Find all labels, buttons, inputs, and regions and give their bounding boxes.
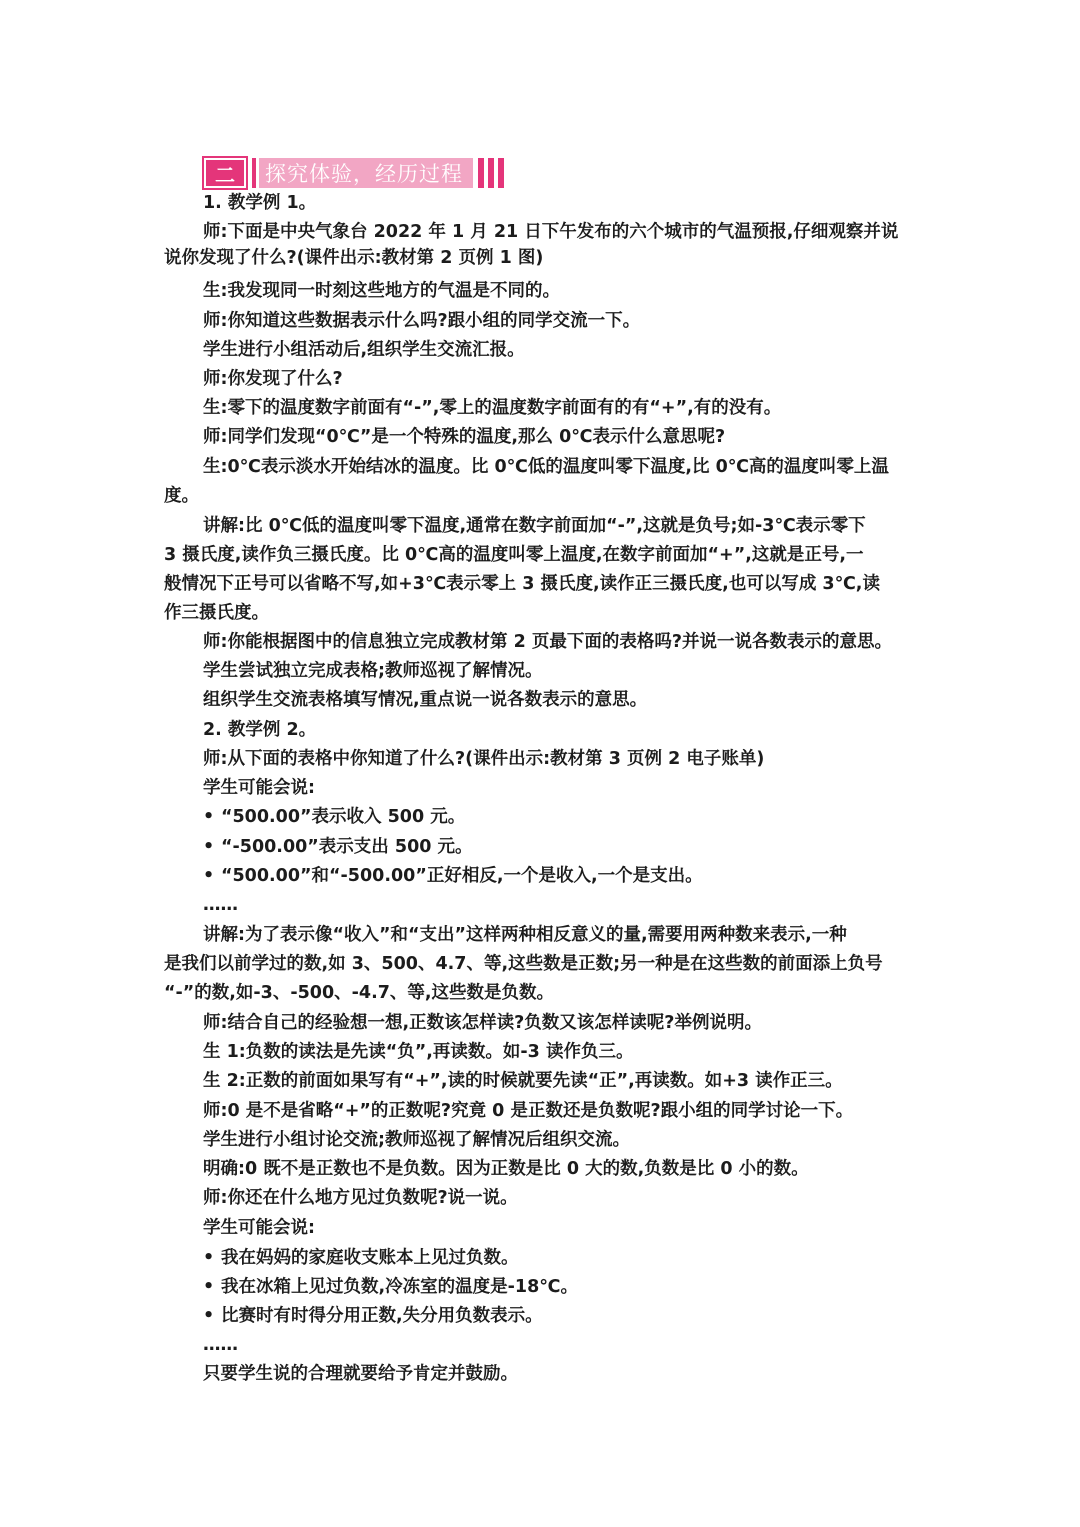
paragraph-line: 学生进行小组讨论交流;教师巡视了解情况后组织交流。 — [203, 1130, 630, 1150]
bullet-icon: • — [203, 1248, 215, 1268]
paragraph-line: 只要学生说的合理就要给予肯定并鼓励。 — [203, 1364, 518, 1384]
paragraph-line: 学生可能会说: — [203, 778, 315, 798]
header-decor-bar — [498, 158, 504, 188]
paragraph-line: 学生可能会说: — [203, 1218, 315, 1238]
paragraph-line: 师:你能根据图中的信息独立完成教材第 2 页最下面的表格吗?并说一说各数表示的意思。 — [203, 632, 893, 652]
bullet-icon: • — [203, 866, 215, 886]
paragraph-line: 生:我发现同一时刻这些地方的气温是不同的。 — [203, 281, 560, 301]
paragraph-line: “-”的数,如-3、-500、-4.7、等,这些数是负数。 — [164, 983, 555, 1003]
paragraph-line: 生:零下的温度数字前面有“-”,零上的温度数字前面有的有“+”,有的没有。 — [203, 398, 782, 418]
header-decor-bar — [252, 158, 256, 188]
paragraph-line: 是我们以前学过的数,如 3、500、4.7、等,这些数是正数;另一种是在这些数的前面添上负号 — [164, 954, 883, 974]
paragraph-line: 生 2:正数的前面如果写有“+”,读的时候就要先读“正”,再读数。如+3 读作正三。 — [203, 1071, 843, 1091]
list-item: • “-500.00”表示支出 500 元。 — [203, 837, 473, 857]
paragraph-line: 师:0 是不是省略“+”的正数呢?究竟 0 是正数还是负数呢?跟小组的同学讨论一下。 — [203, 1101, 854, 1121]
section-header — [204, 158, 504, 188]
paragraph-line: 师:同学们发现“0℃”是一个特殊的温度,那么 0℃表示什么意思呢? — [203, 427, 726, 447]
list-item: • 我在冰箱上见过负数,冷冻室的温度是-18℃。 — [203, 1277, 578, 1297]
paragraph-line: 般情况下正号可以省略不写,如+3℃表示零上 3 摄氏度,读作正三摄氏度,也可以写成 3℃,读 — [164, 574, 880, 594]
list-item: • “500.00”表示收入 500 元。 — [203, 807, 466, 827]
list-item: • 我在妈妈的家庭收支账本上见过负数。 — [203, 1248, 519, 1268]
list-item: • 比赛时有时得分用正数,失分用负数表示。 — [203, 1306, 543, 1326]
subheading-example-2: 2. 教学例 2。 — [203, 720, 317, 740]
paragraph-line: 度。 — [164, 486, 199, 506]
paragraph-line: 师:结合自己的经验想一想,正数该怎样读?负数又该怎样读呢?举例说明。 — [203, 1013, 762, 1033]
section-title: 探究体验，经历过程 — [259, 158, 473, 188]
paragraph-line: 师:你还在什么地方见过负数呢?说一说。 — [203, 1188, 518, 1208]
section-number-badge: 二 — [204, 158, 246, 188]
header-decor-bar — [488, 158, 494, 188]
header-decor-bar — [478, 158, 484, 188]
paragraph-line: 明确:0 既不是正数也不是负数。因为正数是比 0 大的数,负数是比 0 小的数。 — [203, 1159, 809, 1179]
paragraph-line: 师:你知道这些数据表示什么吗?跟小组的同学交流一下。 — [203, 311, 641, 331]
paragraph-line: 生 1:负数的读法是先读“负”,再读数。如-3 读作负三。 — [203, 1042, 634, 1062]
paragraph-line: 组织学生交流表格填写情况,重点说一说各数表示的意思。 — [203, 690, 648, 710]
ellipsis: …… — [203, 895, 238, 915]
bullet-icon: • — [203, 807, 215, 827]
bullet-icon: • — [203, 1306, 215, 1326]
paragraph-line: 讲解:为了表示像“收入”和“支出”这样两种相反意义的量,需要用两种数来表示,一种 — [203, 925, 847, 945]
subheading-example-1: 1. 教学例 1。 — [203, 193, 317, 213]
list-item: • “500.00”和“-500.00”正好相反,一个是收入,一个是支出。 — [203, 866, 703, 886]
paragraph-line: 师:从下面的表格中你知道了什么?(课件出示:教材第 3 页例 2 电子账单) — [203, 749, 765, 769]
paragraph-line: 3 摄氏度,读作负三摄氏度。比 0℃高的温度叫零上温度,在数字前面加“+”,这就是正号,一 — [164, 545, 864, 565]
paragraph-line: 讲解:比 0℃低的温度叫零下温度,通常在数字前面加“-”,这就是负号;如-3℃表示零下 — [203, 516, 866, 536]
paragraph-line: 学生进行小组活动后,组织学生交流汇报。 — [203, 340, 525, 360]
paragraph-line: 生:0℃表示淡水开始结冰的温度。比 0℃低的温度叫零下温度,比 0℃高的温度叫零上温 — [203, 457, 889, 477]
paragraph-line: 作三摄氏度。 — [164, 603, 269, 623]
ellipsis: …… — [203, 1335, 238, 1355]
bullet-icon: • — [203, 837, 215, 857]
bullet-icon: • — [203, 1277, 215, 1297]
paragraph-line: 说你发现了什么?(课件出示:教材第 2 页例 1 图) — [164, 248, 544, 268]
paragraph-line: 学生尝试独立完成表格;教师巡视了解情况。 — [203, 661, 543, 681]
paragraph-line: 师:你发现了什么? — [203, 369, 343, 389]
paragraph-line: 师:下面是中央气象台 2022 年 1 月 21 日下午发布的六个城市的气温预报,仔细观察并说 — [203, 222, 899, 242]
